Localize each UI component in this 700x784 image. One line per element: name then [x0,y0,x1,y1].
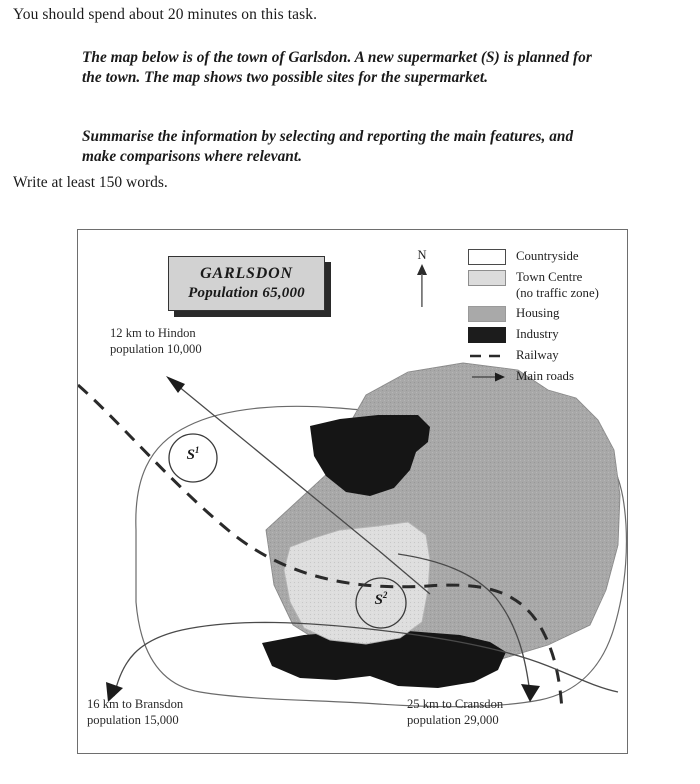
map-town-population: Population 65,000 [188,285,305,301]
legend-label-countryside: Countryside [516,249,579,263]
destination-note-cransdon [407,697,503,728]
task-prompt-secondary: Summarise the information by selecting and reporting the main features, and make comparisons where relevant. [82,128,574,165]
legend-label-housing: Housing [516,306,560,320]
destination-distance-cransdon: 25 km to Cransdon [407,697,504,711]
map-figure [77,229,628,754]
destination-population-cransdon: population 29,000 [407,712,499,727]
site-label-s2-superscript: 2 [382,590,388,600]
map-title-plate [168,256,325,311]
legend-label-town-centre [516,269,599,301]
legend-label-town-centre-sub: (no traffic zone) [516,286,599,300]
destination-population-bransdon: population 15,000 [87,712,179,727]
housing-swatch-icon [468,306,506,322]
map-town-name: GARLSDON [200,265,293,282]
north-arrow-icon [411,262,433,308]
task-prompt-primary: The map below is of the town of Garlsdon. A new supermarket (S) is planned for the town. The map shows two possible sites for the supermarket. [82,49,592,86]
site-label-s1 [170,445,216,471]
legend-label-main-roads: Main roads [516,369,574,383]
map-legend [468,248,618,389]
legend-label-industry: Industry [516,327,559,341]
site-label-s2-text: S [374,592,383,608]
legend-row-railway [468,347,618,364]
site-label-s2 [358,590,404,616]
legend-row-housing [468,305,618,322]
legend-row-industry [468,326,618,343]
task-word-count-line: Write at least 150 words. [13,174,168,191]
task-intro-line: You should spend about 20 minutes on this task. [13,6,318,23]
site-label-s1-text: S [186,447,195,463]
legend-row-town-centre [468,269,618,301]
legend-row-countryside [468,248,618,265]
railway-dashed-line-icon [468,348,506,364]
destination-note-bransdon [87,697,183,728]
legend-label-railway: Railway [516,348,559,362]
destination-distance-bransdon: 16 km to Bransdon [87,697,184,711]
countryside-swatch-icon [468,249,506,265]
destination-distance-hindon: 12 km to Hindon [110,326,196,340]
industry-swatch-icon [468,327,506,343]
north-arrow [411,249,433,311]
main-road-arrow-line-icon [468,369,506,385]
town-centre-swatch-icon [468,270,506,286]
legend-label-town-centre-main: Town Centre [516,270,583,284]
destination-population-hindon: population 10,000 [110,341,202,356]
site-label-s1-superscript: 1 [194,445,200,455]
destination-note-hindon [110,326,202,357]
legend-row-main-roads [468,368,618,385]
north-label: N [417,248,427,262]
